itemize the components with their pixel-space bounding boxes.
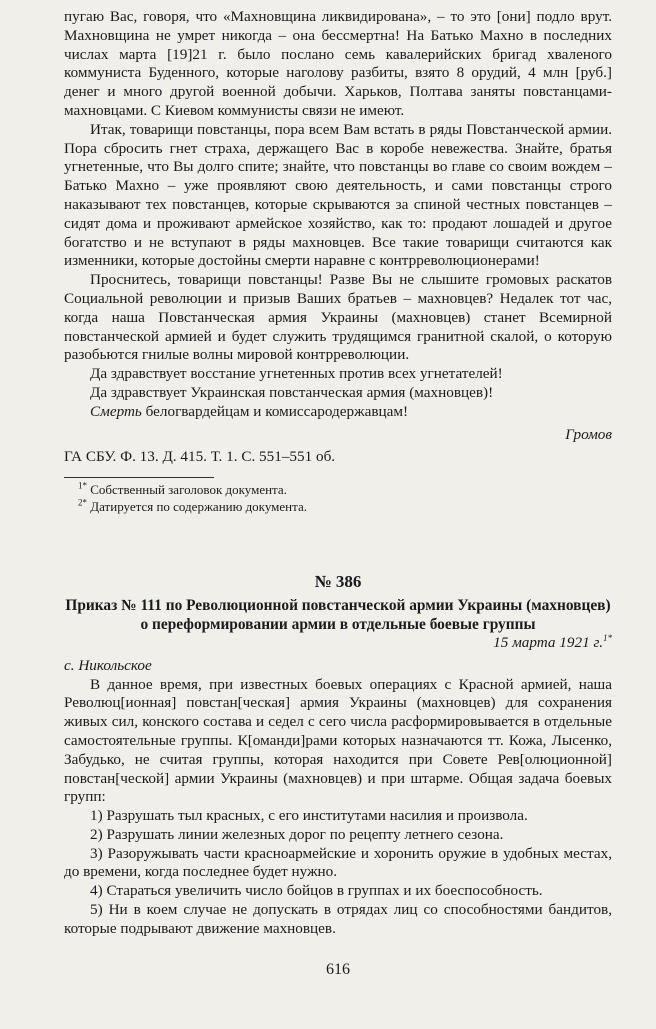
slogan-3-rest: белогвардейцам и комиссародержавцам! (141, 402, 409, 420)
document-place: с. Никольское (64, 656, 152, 674)
paragraph-3: Проснитесь, товарищи повстанцы! Разве Вы не слышите громовых раскатов Социальной революции и призыв Ваших братьев – махновцев? Недалек тот час, когда наша Повстанческая армия Украины (махновцев) станет Всемирной повстанческой армией и будет служить трудящимся гранитной скалой, о которую разобьются гнилые волны мировой контрреволюции. (64, 271, 612, 364)
footnote-1 (64, 482, 612, 499)
document-number: № 386 (314, 572, 362, 592)
document-intro: В данное время, при известных боевых операциях с Красной армией, наша Революц[ионная] повстан[ческая] армия Украины (махновцев) для сохранения живых сил, конского состава и седел с сего числа расформировывается в отдельные самостоятельные группы. К[оманди]рами которых назначаются тт. Кожа, Лысенко, Забудько, не считая группы, которая находится при Совете Рев[олюционной] повстан[ческой] армии Украины (махновцев) и при штарме. Общая задача боевых групп: (64, 675, 612, 806)
list-item-3: 3) Разоружывать части красноармейские и хоронить оружие в удобных местах, до времени, когда последнее будет нужно. (64, 844, 612, 881)
slogan-3 (64, 403, 612, 422)
paragraph-2: Итак, товарищи повстанцы, пора всем Вам встать в ряды Повстанческой армии. Пора сбросить гнет страха, держащего Вас в коробе невежества. Знайте, братья угнетенные, что Вы долго спите; знайте, что повстанцы во главе со своим вождем – Батько Махно – уже проявляют свою деятельность, и сами повстанцы строго наказывают тех повстанцев, которые скрываются за спиной честных повстанцев – сидят дома и проживают армейское хозяйство, как то: продают лошадей и другое богатство и не вступают в ряды махновцев. Все такие товарищи считаются как изменники, которые достойны смерти наравне с контрреволюционерами! (64, 120, 612, 270)
footnote-divider (64, 477, 214, 478)
footnote-2-mark: 2* (78, 497, 87, 508)
footnote-2-text: Датируется по содержанию документа. (90, 498, 307, 514)
slogan-1: Да здравствует восстание угнетенных против всех угнетателей! (90, 365, 503, 383)
footnote-1-text: Собственный заголовок документа. (90, 482, 287, 498)
slogan-3-italic: Смерть (90, 402, 142, 420)
document-date-mark: 1* (603, 632, 612, 643)
document-date-text: 15 марта 1921 г. (493, 633, 603, 651)
paragraph-1: пугаю Вас, говоря, что «Махновщина ликвидирована», – то это [они] подло врут. Махновщина не умрет никогда – она бессмертна! На Батько Махно в последних числах марта [19]21 г. было послано семь кавалерийских бригад хваленого коммуниста Буденного, которые наголову разбиты, взято 8 орудий, 4 млн [руб.] денег и много другой военной добычи. Харьков, Полтава заняты повстанцами-махновцами. С Киевом коммунисты связи не имеют. (64, 8, 612, 119)
slogan-2: Да здравствует Украинская повстанческая армия (махновцев)! (90, 383, 494, 401)
signature: Громов (565, 425, 612, 443)
page-content (64, 8, 612, 979)
archive-source: ГА СБУ. Ф. 13. Д. 415. Т. 1. С. 551–551 об. (64, 448, 336, 466)
page-number: 616 (326, 960, 350, 978)
list-item-1: 1) Разрушать тыл красных, с его институтами насилия и произвола. (90, 807, 528, 825)
footnote-1-mark: 1* (78, 480, 87, 491)
document-date (64, 634, 612, 653)
list-item-2: 2) Разрушать линии железных дорог по рецепту летнего сезона. (90, 825, 504, 843)
document-title: Приказ № 111 по Революционной повстанческой армии Украины (махновцев) о переформировании армии в отдельные боевые группы (65, 596, 611, 633)
list-item-5: 5) Ни в коем случае не допускать в отрядах лиц со способностями бандитов, которые подрывают движение махновцев. (64, 901, 612, 937)
footnote-2 (64, 499, 612, 516)
list-item-4: 4) Стараться увеличить число бойцов в группах и их боеспособность. (90, 882, 543, 900)
